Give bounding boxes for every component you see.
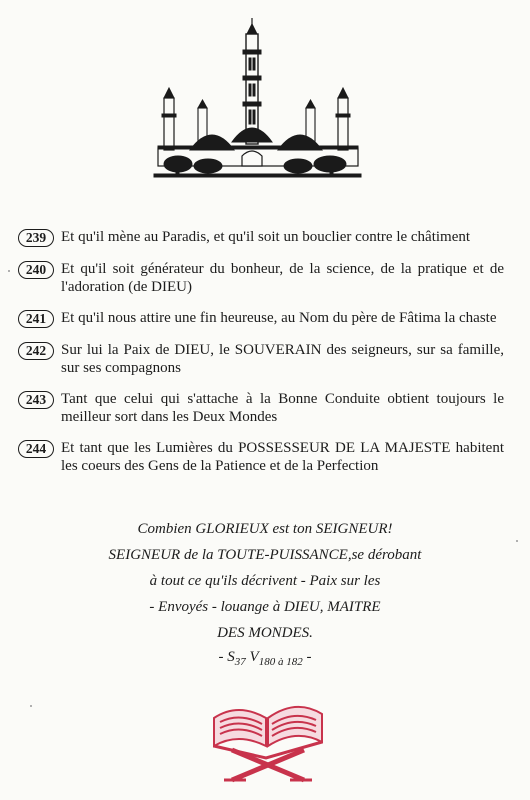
verse-item	[18, 390, 504, 426]
verse-number: 242	[18, 342, 54, 360]
verse-text: Et tant que les Lumières du POSSESSEUR DE LA MAJESTE habitent les coeurs des Gens de la Patience et de la Perfection	[61, 440, 504, 474]
verse-item	[18, 439, 504, 475]
mosque-illustration	[150, 14, 365, 186]
closing-line: Combien GLORIEUX est ton SEIGNEUR!	[137, 521, 393, 537]
closing-line: à tout ce qu'ils décrivent - Paix sur les	[149, 573, 381, 589]
verse-number: 240	[18, 261, 54, 279]
ref-v: V	[245, 649, 259, 665]
verse-text: Et qu'il soit générateur du bonheur, de la science, de la pratique et de l'adoration (de DIEU)	[61, 261, 504, 295]
closing-line: DES MONDES.	[217, 625, 313, 641]
paper-speck	[8, 270, 10, 272]
quran-reference	[60, 649, 470, 668]
verse-number: 239	[18, 229, 54, 247]
verse-number: 243	[18, 391, 54, 409]
verse-list	[18, 228, 504, 488]
verse-number: 241	[18, 310, 54, 328]
ref-prefix: - S	[218, 649, 235, 665]
ref-suffix: -	[302, 649, 312, 665]
verse-item	[18, 260, 504, 296]
paper-speck	[30, 705, 32, 707]
verse-item	[18, 341, 504, 377]
verse-text: Et qu'il mène au Paradis, et qu'il soit un bouclier contre le châtiment	[61, 229, 471, 245]
ref-sura: 37	[234, 656, 246, 668]
verse-item	[18, 309, 504, 328]
verse-text: Et qu'il nous attire une fin heureuse, au Nom du père de Fâtima la chaste	[61, 310, 497, 326]
verse-number: 244	[18, 440, 54, 458]
paper-speck	[516, 540, 518, 542]
ref-ayat: 180 à 182	[258, 656, 303, 668]
closing-line: SEIGNEUR de la TOUTE-PUISSANCE,se dérobant	[108, 547, 422, 563]
closing-prayer	[60, 516, 470, 668]
verse-text: Tant que celui qui s'attache à la Bonne Conduite obtient toujours le meilleur sort dans les Deux Mondes	[61, 391, 504, 425]
verse-item	[18, 228, 504, 247]
closing-line: - Envoyés - louange à DIEU, MAITRE	[149, 599, 381, 615]
quran-book-icon	[206, 688, 330, 784]
verse-text: Sur lui la Paix de DIEU, le SOUVERAIN des seigneurs, sur sa famille, sur ses compagnons	[61, 342, 504, 376]
